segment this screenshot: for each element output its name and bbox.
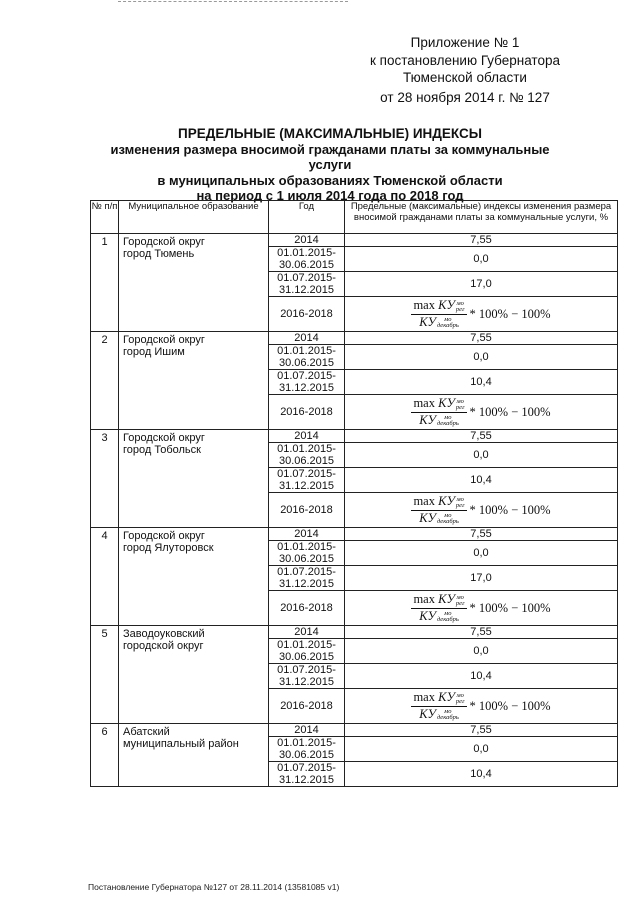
municipality-name: город Тюмень [123, 248, 195, 260]
period-cell: 01.07.2015-31.12.2015 [269, 762, 345, 787]
period-cell: 01.01.2015-30.06.2015 [269, 639, 345, 664]
table-body [91, 234, 618, 787]
index-value-cell [345, 493, 618, 528]
municipality-type: Городской округ [123, 530, 205, 542]
period-cell: 2014 [269, 724, 345, 737]
title-line-3: в муниципальных образованиях Тюменской области [157, 172, 503, 188]
municipality-name: город Ялуторовск [123, 542, 214, 554]
index-value-cell: 7,55 [345, 724, 618, 737]
footer-note: Постановление Губернатора №127 от 28.11.2014 (13581085 v1) [88, 882, 340, 892]
header-municipality: Муниципальное образование [119, 201, 269, 234]
row-number: 6 [91, 724, 119, 787]
municipality-name: город Ишим [123, 346, 185, 358]
period-cell: 01.07.2015-31.12.2015 [269, 468, 345, 493]
period-cell: 2014 [269, 332, 345, 345]
table-row [91, 430, 618, 443]
table-row [91, 332, 618, 345]
top-scan-marks [118, 1, 348, 4]
table-header-row [91, 201, 618, 234]
municipality-cell [119, 528, 269, 626]
row-number: 2 [91, 332, 119, 430]
municipality-cell [119, 234, 269, 332]
index-value-cell: 7,55 [345, 332, 618, 345]
table-row [91, 528, 618, 541]
period-cell: 01.01.2015-30.06.2015 [269, 737, 345, 762]
index-value-cell: 7,55 [345, 626, 618, 639]
index-value-cell: 10,4 [345, 370, 618, 395]
index-value-cell: 7,55 [345, 430, 618, 443]
table-row [91, 626, 618, 639]
municipality-name: муниципальный район [123, 738, 239, 750]
period-cell: 2014 [269, 430, 345, 443]
annex-label: Приложение № 1 [410, 35, 520, 50]
period-cell: 2014 [269, 234, 345, 247]
index-formula: max KУ мо рег KУ мо декабрь * 100% − 100% [413, 592, 551, 623]
header-year: Год [269, 201, 345, 234]
document-title [90, 126, 570, 204]
row-number: 1 [91, 234, 119, 332]
period-cell: 2016-2018 [269, 395, 345, 430]
index-value-cell [345, 395, 618, 430]
period-cell: 01.07.2015-31.12.2015 [269, 566, 345, 591]
title-line-2: изменения размера вносимой гражданами платы за коммунальные услуги [110, 141, 550, 172]
period-cell: 2014 [269, 528, 345, 541]
municipality-name: город Тобольск [123, 444, 201, 456]
period-cell: 2016-2018 [269, 493, 345, 528]
index-value-cell: 7,55 [345, 234, 618, 247]
municipality-type: Заводоуковский [123, 628, 205, 640]
period-cell: 01.07.2015-31.12.2015 [269, 370, 345, 395]
index-value-cell [345, 297, 618, 332]
index-formula: max KУ мо рег KУ мо декабрь * 100% − 100% [413, 690, 551, 721]
row-number: 4 [91, 528, 119, 626]
municipality-cell [119, 332, 269, 430]
period-cell: 2016-2018 [269, 297, 345, 332]
municipality-cell [119, 626, 269, 724]
index-value-cell: 0,0 [345, 737, 618, 762]
municipality-type: Абатский [123, 726, 170, 738]
index-value-cell: 10,4 [345, 664, 618, 689]
index-value-cell [345, 591, 618, 626]
index-value-cell: 17,0 [345, 566, 618, 591]
header-num: № п/п [91, 201, 119, 234]
title-line-4: на период с 1 июля 2014 года по 2018 год [196, 188, 464, 203]
municipality-type: Городской округ [123, 236, 205, 248]
index-formula: max KУ мо рег KУ мо декабрь * 100% − 100% [413, 494, 551, 525]
municipality-type: Городской округ [123, 334, 205, 346]
index-table [90, 200, 618, 787]
row-number: 3 [91, 430, 119, 528]
municipality-name: городской округ [123, 640, 204, 652]
period-cell: 01.01.2015-30.06.2015 [269, 443, 345, 468]
index-value-cell: 0,0 [345, 541, 618, 566]
period-cell: 2014 [269, 626, 345, 639]
index-value-cell: 7,55 [345, 528, 618, 541]
period-cell: 01.01.2015-30.06.2015 [269, 541, 345, 566]
table-row [91, 234, 618, 247]
period-cell: 2016-2018 [269, 591, 345, 626]
index-value-cell: 0,0 [345, 345, 618, 370]
period-cell: 01.01.2015-30.06.2015 [269, 247, 345, 272]
row-number: 5 [91, 626, 119, 724]
period-cell: 2016-2018 [269, 689, 345, 724]
index-value-cell: 10,4 [345, 762, 618, 787]
annex-date-number: от 28 ноября 2014 г. № 127 [380, 90, 550, 105]
period-cell: 01.07.2015-31.12.2015 [269, 664, 345, 689]
index-value-cell [345, 689, 618, 724]
header-index: Предельные (максимальные) индексы изменения размера вносимой гражданами платы за коммунальные услуги, % [345, 201, 618, 234]
municipality-cell [119, 724, 269, 787]
municipality-cell [119, 430, 269, 528]
index-formula: max KУ мо рег KУ мо декабрь * 100% − 100% [413, 396, 551, 427]
index-value-cell: 17,0 [345, 272, 618, 297]
period-cell: 01.01.2015-30.06.2015 [269, 345, 345, 370]
title-heading: ПРЕДЕЛЬНЫЕ (МАКСИМАЛЬНЫЕ) ИНДЕКСЫ [178, 126, 482, 141]
annex-region: Тюменской области [403, 70, 527, 85]
index-value-cell: 0,0 [345, 639, 618, 664]
table-row [91, 724, 618, 737]
index-value-cell: 0,0 [345, 443, 618, 468]
index-value-cell: 0,0 [345, 247, 618, 272]
index-formula: max KУ мо рег KУ мо декабрь * 100% − 100% [413, 298, 551, 329]
annex-decree-ref: к постановлению Губернатора [370, 53, 560, 68]
period-cell: 01.07.2015-31.12.2015 [269, 272, 345, 297]
index-value-cell: 10,4 [345, 468, 618, 493]
municipality-type: Городской округ [123, 432, 205, 444]
